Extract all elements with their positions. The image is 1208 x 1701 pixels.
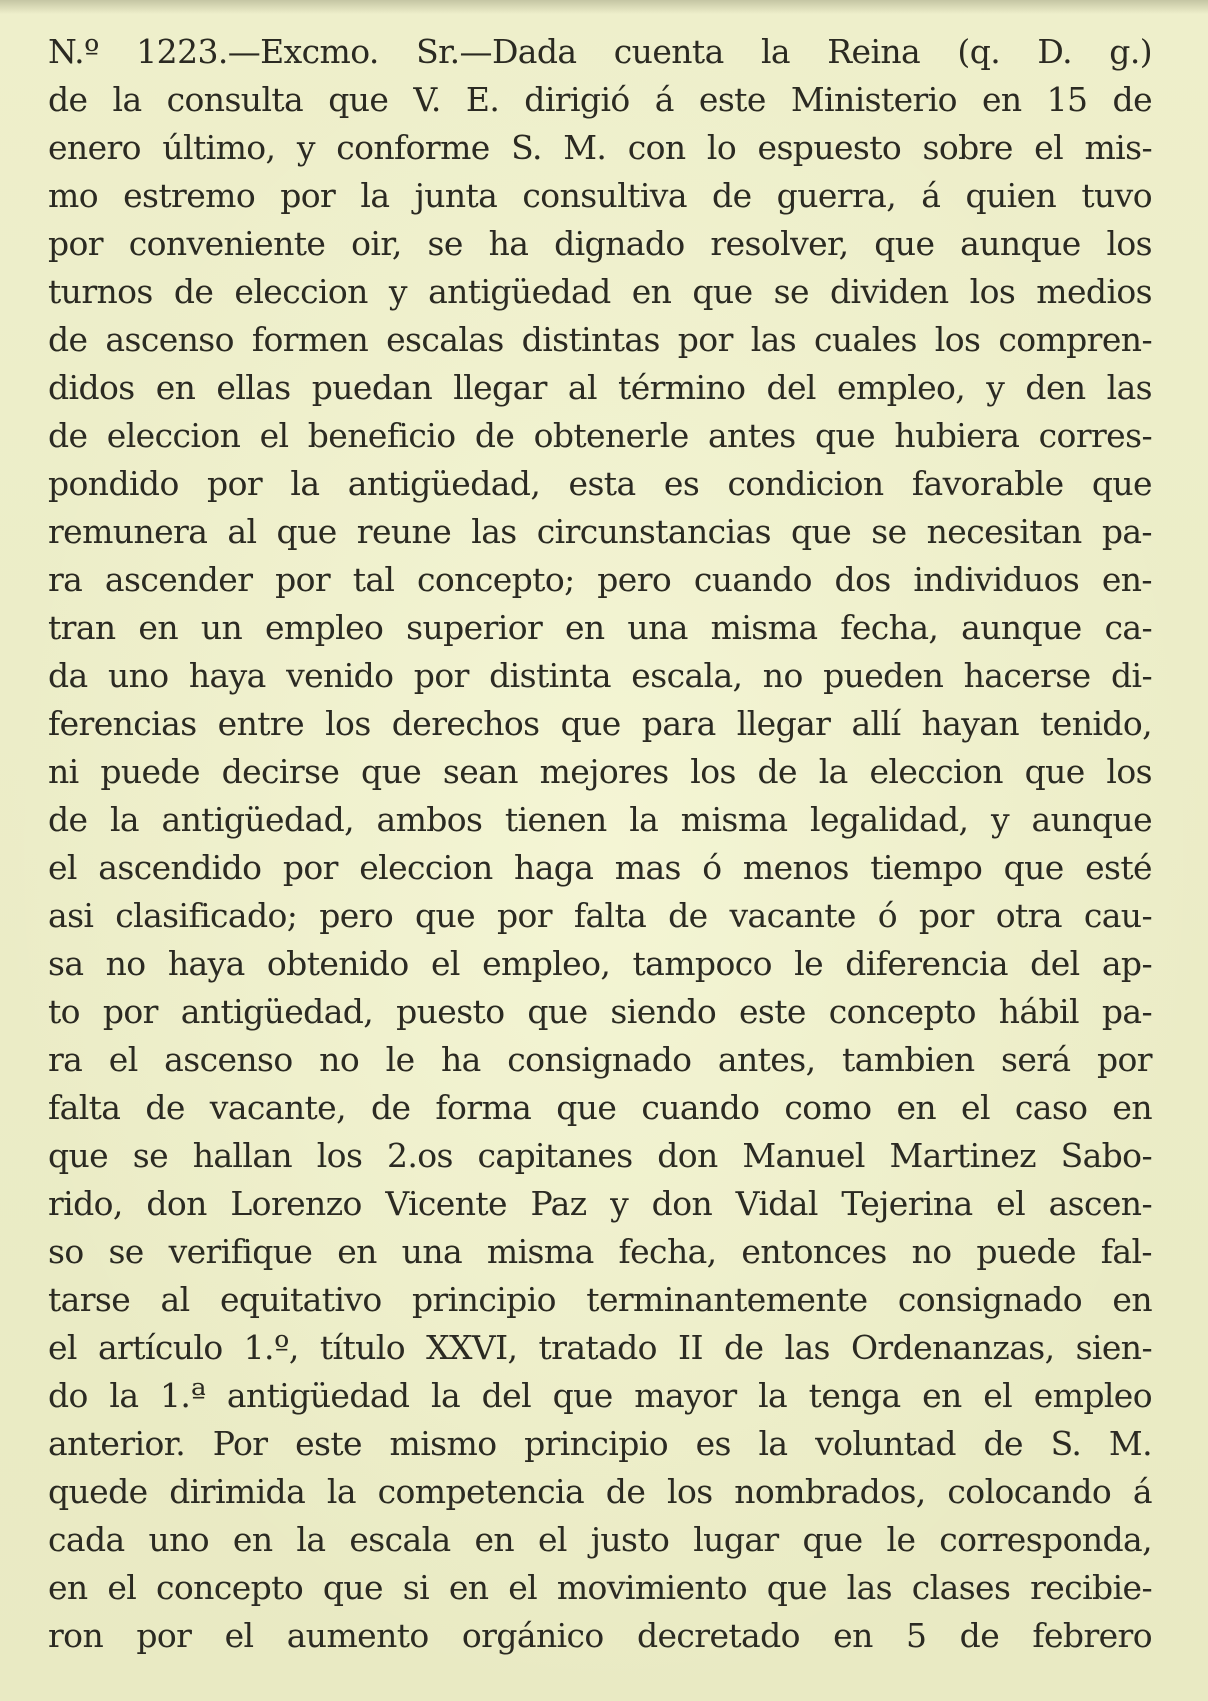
text-line: ra ascender por tal concepto; pero cuando dos individuos en- [48, 560, 1152, 599]
text-line: to por antigüedad, puesto que siendo este concepto hábil pa- [48, 992, 1152, 1031]
text-line: mo estremo por la junta consultiva de guerra, á quien tuvo [48, 176, 1152, 215]
text-line: da uno haya venido por distinta escala, no pueden hacerse di- [48, 656, 1152, 695]
text-line: ron por el aumento orgánico decretado en 5 de febrero [48, 1616, 1152, 1655]
text-line: anterior. Por este mismo principio es la voluntad de S. M. [48, 1424, 1152, 1463]
text-line: de ascenso formen escalas distintas por las cuales los compren- [48, 320, 1152, 359]
text-line: rido, don Lorenzo Vicente Paz y don Vidal Tejerina el ascen- [48, 1184, 1152, 1223]
text-line: didos en ellas puedan llegar al término del empleo, y den las [48, 368, 1152, 407]
previous-page-edge [0, 0, 1208, 14]
text-line: remunera al que reune las circunstancias que se necesitan pa- [48, 512, 1152, 551]
text-line: ni puede decirse que sean mejores los de la eleccion que los [48, 752, 1152, 791]
text-line: N.º 1223.—Excmo. Sr.—Dada cuenta la Reina (q. D. g.) [48, 32, 1152, 71]
text-line: falta de vacante, de forma que cuando como en el caso en [48, 1088, 1152, 1127]
text-line: cada uno en la escala en el justo lugar que le corresponda, [48, 1520, 1152, 1559]
text-line: ra el ascenso no le ha consignado antes, tambien será por [48, 1040, 1152, 1079]
text-line: quede dirimida la competencia de los nombrados, colocando á [48, 1472, 1152, 1511]
text-line: do la 1.ª antigüedad la del que mayor la tenga en el empleo [48, 1376, 1152, 1415]
text-line: pondido por la antigüedad, esta es condicion favorable que [48, 464, 1152, 503]
text-line: el ascendido por eleccion haga mas ó menos tiempo que esté [48, 848, 1152, 887]
text-line: tarse al equitativo principio terminantemente consignado en [48, 1280, 1152, 1319]
text-line: sa no haya obtenido el empleo, tampoco le diferencia del ap- [48, 944, 1152, 983]
text-line: so se verifique en una misma fecha, entonces no puede fal- [48, 1232, 1152, 1271]
text-line: tran en un empleo superior en una misma fecha, aunque ca- [48, 608, 1152, 647]
text-line: turnos de eleccion y antigüedad en que se dividen los medios [48, 272, 1152, 311]
document-text-block [48, 28, 1152, 1660]
text-line: de eleccion el beneficio de obtenerle antes que hubiera corres- [48, 416, 1152, 455]
text-line: en el concepto que si en el movimiento que las clases recibie- [48, 1568, 1152, 1607]
text-line: el artículo 1.º, título XXVI, tratado II de las Ordenanzas, sien- [48, 1328, 1152, 1367]
text-line: enero último, y conforme S. M. con lo espuesto sobre el mis- [48, 128, 1152, 167]
text-line: de la consulta que V. E. dirigió á este Ministerio en 15 de [48, 80, 1152, 119]
text-line: asi clasificado; pero que por falta de vacante ó por otra cau- [48, 896, 1152, 935]
text-line: que se hallan los 2.os capitanes don Manuel Martinez Sabo- [48, 1136, 1152, 1175]
text-line: ferencias entre los derechos que para llegar allí hayan tenido, [48, 704, 1152, 743]
text-line: de la antigüedad, ambos tienen la misma legalidad, y aunque [48, 800, 1152, 839]
text-line: por conveniente oir, se ha dignado resolver, que aunque los [48, 224, 1152, 263]
